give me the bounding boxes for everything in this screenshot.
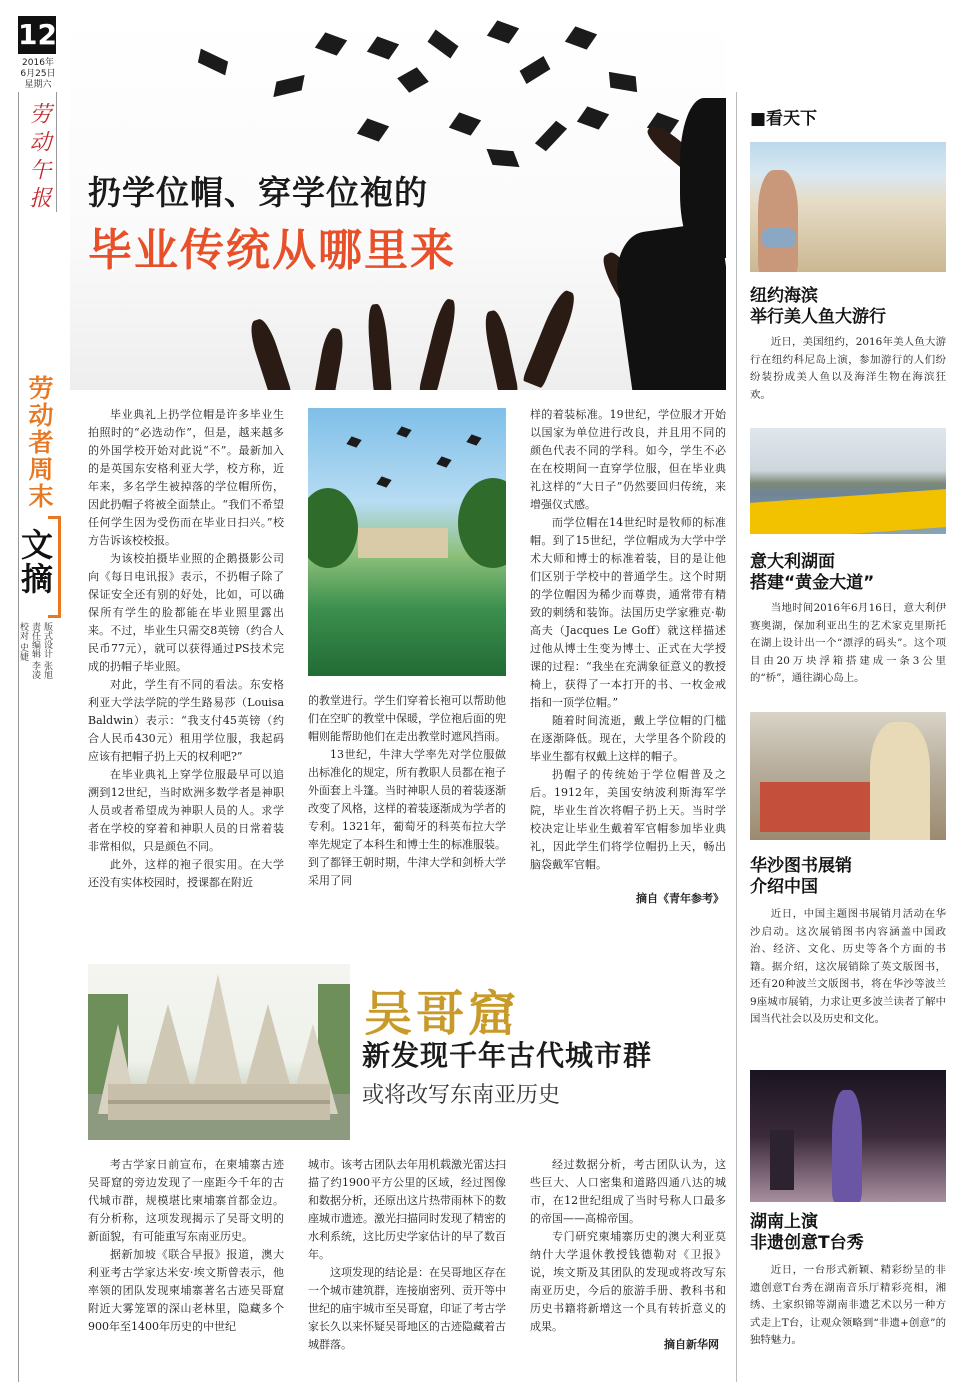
date-year: 2016年: [22, 58, 54, 68]
sidebar-item-body: 近日，一台形式新颖、精彩纷呈的非遗创意T台秀在湖南音乐厅精彩亮相，湘绣、土家织锦等湖南非遗艺术以另一种方式走上T台，让观众领略到“非遗+创意”的独特魅力。: [750, 1264, 946, 1346]
golden-walkway-photo: [750, 428, 946, 534]
raised-hand: [419, 297, 460, 390]
book-fair-photo: [750, 712, 946, 840]
paragraph: 对此，学生有不同的看法。东安格利亚大学法学院的学生路易莎（Louisa Baldwin）表示：“我支付45英镑（约合人民币430元）租用学位服，我起码应该有把帽子扔上天的权利吧?”: [88, 678, 284, 763]
weekday: 星期六: [24, 80, 52, 90]
title-line: 湖南上演: [750, 1212, 818, 1232]
cap-icon: [198, 49, 228, 76]
cap-icon: [315, 32, 347, 55]
yellow-pier: [750, 489, 946, 534]
title-line: 举行美人鱼大游行: [750, 307, 886, 327]
date-day: 6月25日: [20, 69, 56, 79]
graduation-ceremony-photo: [308, 408, 506, 676]
paragraph: 13世纪，牛津大学率先对学位服做出标准化的规定，所有教职人员都在袍子外面套上斗篷。当时神职人员的着装逐渐改变了风格，这样的着装逐渐成为学者的专利。1321年，葡萄牙的科英布拉大学率先规定了本科生和博士生的标准服装。到了都铎王朝时期，牛津大学和剑桥大学采用了同: [308, 748, 506, 887]
column-name: 文摘: [16, 528, 54, 596]
angkor-title-main: 吴哥窟: [364, 986, 521, 1042]
paragraph: 专门研究柬埔寨历史的澳大利亚莫纳什大学退休教授钱德勒对《卫报》说，埃文斯及其团队的发现或将改写东南亚历史，今后的旅游手册、教科书和历史书籍将新增这一个具有转折意义的成果。: [530, 1230, 726, 1333]
sidebar-item-body: 近日，中国主题图书展销月活动在华沙启动。这次展销图书内容涵盖中国政治、经济、文化、历史等各个方面的书籍。据介绍，这次展销除了英文版图书，还有20种波兰文版图书，将在华沙等波兰9座城市展销，力求让更多波兰读者了解中国当代社会以及历史和文化。: [750, 908, 946, 1025]
raised-hand: [314, 327, 346, 390]
title-line: 意大利湖面: [750, 552, 835, 572]
lead-column-1: [88, 406, 284, 892]
angkor-title-line2: 新发现千年古代城市群: [362, 1039, 653, 1072]
audience-figure: [770, 1130, 794, 1190]
cap-icon: [487, 20, 519, 43]
cap-icon: [609, 72, 637, 92]
sidebar-item-title: [750, 856, 946, 898]
sidebar-item-body: 近日，美国纽约，2016年美人鱼大游行在纽约科尼岛上演，参加游行的人们纷纷装扮成美人鱼以及海洋生物在海滨狂欢。: [750, 336, 946, 401]
mermaid-parade-photo: [750, 142, 946, 272]
title-line: 介绍中国: [750, 877, 818, 897]
cap-icon: [376, 476, 391, 487]
cap-icon: [346, 436, 361, 447]
cap-icon: [487, 149, 520, 167]
cap-icon: [535, 121, 567, 152]
angkor-subtitle: 或将改写东南亚历史: [362, 1083, 561, 1108]
section-title: 劳动者周末: [25, 375, 54, 510]
cap-icon: [466, 434, 481, 445]
raised-hand: [366, 303, 392, 390]
page-number: 12: [18, 16, 56, 54]
title-line: 非遗创意T台秀: [750, 1233, 864, 1253]
raised-hand: [481, 309, 518, 390]
sidebar-heading: ■看天下: [750, 109, 818, 129]
lead-column-3: [530, 406, 726, 874]
t-stage-show-photo: [750, 1070, 946, 1202]
paper-name-logo: 劳动午报: [26, 102, 51, 214]
raised-hand: [246, 317, 292, 390]
tree: [308, 488, 358, 568]
angkor-column-3: [530, 1156, 726, 1336]
costume: [762, 228, 796, 248]
sidebar-divider: [736, 92, 737, 1382]
tree: [458, 478, 506, 568]
paragraph: 而学位帽在14世纪时是牧师的标准帽。到了15世纪，学位帽成为大学中学术大师和博士的标准着装，目的是让他们区别于学校中的普通学生。这个时期的学位帽因为稀少而尊贵，通常带有精致的刺绣和装饰。法国历史学家雅克·勒高夫（Jacques Le Goff）就这样描述过他从博士生变为博士、正式在大学授课的过程：“我坐在充满象征意义的教授椅上，获得了一本打开的书、一枚金戒指和一顶学位帽。”: [530, 516, 726, 709]
paragraph: 这项发现的结论是：在吴哥地区存在一个城市建筑群，连接崩密列、贡开等中世纪的庙宇城市至吴哥窟，印证了考古学家长久以来怀疑吴哥地区的古迹隐藏着古城群落。: [308, 1266, 506, 1351]
title-line: 华沙图书展销: [750, 856, 852, 876]
model-figure: [832, 1090, 862, 1202]
credit-line: 责任编辑 李凌: [30, 622, 40, 679]
paragraph: 此外，这样的袍子很实用。在大学还没有实体校园时，授课都在附近: [88, 858, 284, 889]
reader-figure: [870, 722, 930, 840]
angkor-temple-illustration: [88, 964, 350, 1140]
cap-icon: [367, 36, 399, 59]
building: [358, 528, 448, 558]
paragraph: 样的着装标准。19世纪，学位服才开始以国家为单位进行改良，并且用不同的颜色代表不同的学科。如今，学生不必在在校期间一直穿学位服，但在毕业典礼这样的“大日子”仍然要回归传统，来增强仪式感。: [530, 408, 726, 511]
angkor-source: 摘自新华网: [664, 1338, 719, 1351]
paragraph: 经过数据分析，考古团队认为，这些巨大、人口密集和道路四通八达的城市，在12世纪组成了当时号称人口最多的帝国——高棉帝国。: [530, 1158, 726, 1225]
angkor-column-2: [308, 1156, 506, 1354]
paragraph: 毕业典礼上扔学位帽是许多毕业生拍照时的“必选动作”，但是，越来越多的外国学校开始对此说“不”。最新加入的是英国东安格利亚大学，校方称，近年来，多名学生被掉落的学位帽所伤，因此扔帽子将被全面禁止。“我们不希望任何学生因为受伤而在毕业日扫兴。”校方告诉该校校报。: [88, 408, 284, 547]
gown-sleeve: [680, 98, 726, 258]
paragraph: 据新加坡《联合早报》报道，澳大利亚考古学家达米安·埃文斯曾表示，他率领的团队发现柬埔寨著名古迹吴哥窟附近大雾笼罩的深山老林里，隐藏多个900年至1400年历史的中世纪: [88, 1248, 284, 1333]
paragraph: 城市。该考古团队去年用机载激光雷达扫描了约1900平方公里的区域，经过图像和数据分析，还原出这片热带雨林下的数座城市遗迹。激光扫描同时发现了精密的水利系统，这比历史学家估计的早了数百年。: [308, 1158, 506, 1261]
sidebar-item-title: [750, 552, 946, 594]
lead-title-line2: 毕业传统从哪里来: [88, 225, 456, 276]
cap-icon: [520, 56, 551, 84]
cap-icon: [273, 75, 304, 97]
rail-divider: [18, 92, 19, 1382]
cap-icon: [396, 426, 411, 437]
credit-line: 校对 史婕: [18, 622, 28, 661]
sidebar-item-body: 当地时间2016年6月16日，意大利伊赛奥湖，保加利亚出生的艺术家克里斯托在湖上设计出一个“漂浮的码头”。这个项目由20万块浮箱搭建成一条3公里的“桥”，通往湖心岛上。: [750, 602, 946, 684]
sidebar-item-title: [750, 286, 946, 328]
title-line: 搭建“黄金大道”: [750, 573, 875, 593]
credit-line: 版式设计 张旭: [42, 622, 52, 679]
sidebar-item-title: [750, 1212, 946, 1254]
title-line: 纽约海滨: [750, 286, 818, 306]
cap-icon: [397, 67, 429, 92]
paragraph: 的教堂进行。学生们穿着长袍可以帮助他们在空旷的教堂中保暖，学位袍后面的兜帽则能帮助他们在走出教堂时遮风挡雨。: [308, 694, 506, 743]
book-display: [760, 782, 870, 832]
paragraph: 扔帽子的传统始于学位帽普及之后。1912年，美国安纳波利斯海军学院，毕业生首次将帽子扔上天。当时学校决定让毕业生戴着军官帽参加毕业典礼，因此学生们将学位帽扔上天，畅出脑袋戴军官帽。: [530, 768, 726, 871]
angkor-column-1: [88, 1156, 284, 1336]
credits: [18, 622, 52, 692]
cap-icon: [436, 456, 451, 467]
angkor-wat-model-photo: [88, 964, 350, 1140]
cap-icon: [565, 26, 597, 49]
lead-source: 摘自《青年参考》: [636, 892, 724, 905]
lead-title-line1: 扔学位帽、穿学位袍的: [88, 173, 428, 212]
cap-icon: [357, 118, 389, 141]
paragraph: 考古学家日前宣布，在柬埔寨古迹吴哥窟的旁边发现了一座距今千年的古代城市群，规模堪比柬埔寨首都金边。有分析称，这项发现揭示了吴哥文明的新面貌，有可能重写东南亚历史。: [88, 1158, 284, 1243]
cap-icon: [428, 30, 459, 59]
paragraph: 在毕业典礼上穿学位服最早可以追溯到12世纪，当时欧洲多数学者是神职人员或者希望成为神职人员的人。求学者在学校的穿着和神职人员的日常着装非常相似，只是颜色不同。: [88, 768, 284, 853]
raised-hand: [522, 288, 580, 389]
cap-icon: [577, 106, 609, 129]
parade-participant: [758, 170, 798, 272]
cap-icon: [449, 112, 481, 135]
paragraph: 为该校拍摄毕业照的企鹅摄影公司向《每日电讯报》表示，不扔帽子除了保证安全还有别的好处，比如，可以确保所有学生的脸都能在毕业照里露出来。不过，毕业生只需交8英镑（约合人民币77元），就可以获得通过PS技术完成的扔帽子毕业照。: [88, 552, 284, 673]
paragraph: 随着时间流逝，戴上学位帽的门槛在逐渐降低。现在，大学里各个阶段的毕业生都有权戴上这样的帽子。: [530, 714, 726, 763]
lead-column-2: [308, 692, 506, 890]
rail-divider-short: [56, 92, 57, 212]
